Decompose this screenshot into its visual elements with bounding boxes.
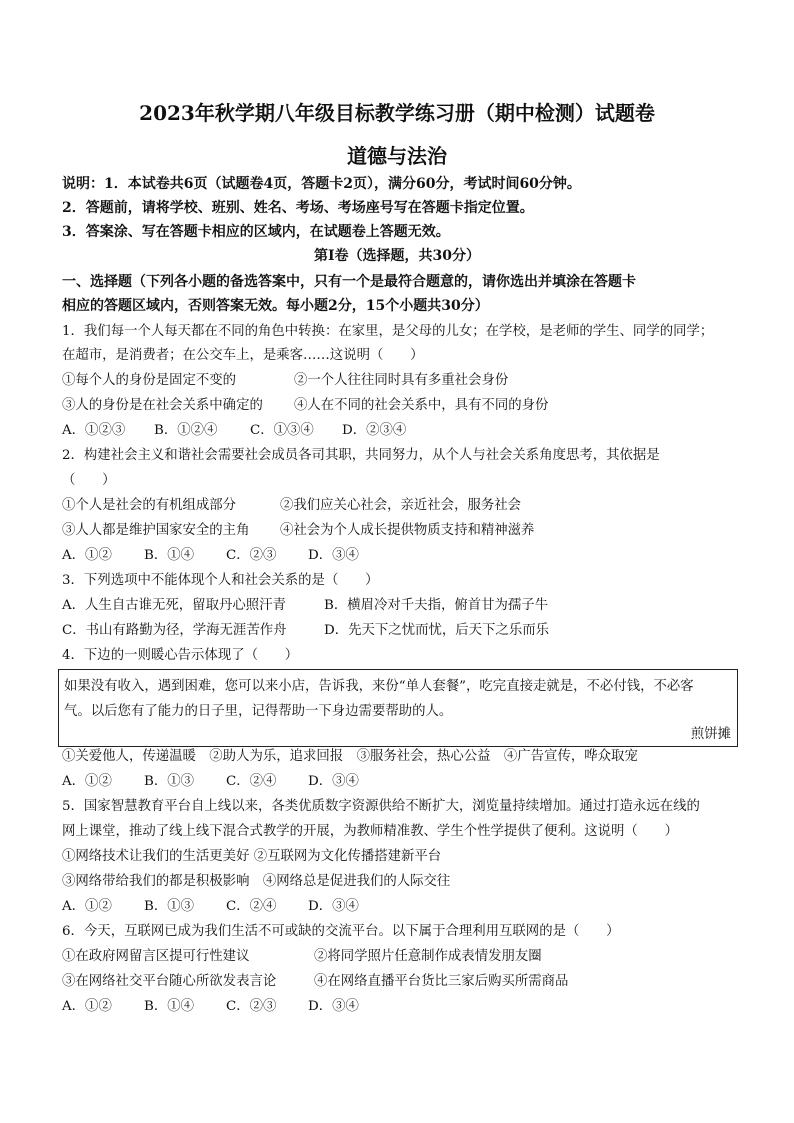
question-stem: 3．下列选项中不能体现个人和社会关系的是（ ） [62, 573, 379, 588]
statement: ③在网络社交平台随心所欲发表言论 [62, 974, 277, 989]
statement-row [62, 521, 742, 541]
statement-row [62, 396, 742, 416]
question-stem: 在超市，是消费者；在公交车上，是乘客……这说明（ ） [62, 348, 424, 363]
choice-c[interactable]: C．①③④ [250, 423, 314, 438]
instruction-line: 3．答案涂、写在答题卡相应的区域内，在试题卷上答题无效。 [62, 224, 450, 240]
question-stem: 2．构建社会主义和谐社会需要社会成员各司其职，共同努力，从个人与社会关系角度思考，其依据是 [62, 448, 660, 463]
choice-c[interactable]: C．②③ [226, 548, 277, 563]
statement-row [62, 496, 742, 516]
choice-d[interactable]: D．③④ [308, 999, 359, 1014]
choice-row [62, 596, 742, 616]
section-title: 一、选择题（下列各小题的备选答案中，只有一个是最符合题意的，请你选出并填涂在答题卡 [62, 274, 636, 290]
statement: ②我们应关心社会，亲近社会，服务社会 [280, 498, 522, 513]
section-title: 相应的答题区域内，否则答案无效。每小题2分，15个小题共30分） [62, 298, 489, 314]
question-stem: 1．我们每一个人每天都在不同的角色中转换：在家里，是父母的儿女；在学校，是老师的学生、同学的同学； [62, 324, 714, 339]
notice-line: 如果没有收入，遇到困难，您可以来小店，告诉我，来份“单人套餐”，吃完直接走就是，不必付钱，不必客 [64, 679, 694, 694]
choice-d[interactable]: D．③④ [308, 774, 359, 789]
instruction-line: 说明：1．本试卷共6页（试题卷4页，答题卡2页），满分60分，考试时间60分钟。 [62, 176, 581, 192]
exam-title: 2023年秋学期八年级目标教学练习册（期中检测）试题卷 [139, 101, 655, 125]
statement: ④社会为个人成长提供物质支持和精神滋养 [280, 523, 535, 538]
choice-row [62, 997, 742, 1017]
statement-row [62, 947, 742, 967]
choice-c[interactable]: C．书山有路勤为径，学海无涯苦作舟 [62, 623, 287, 638]
statement: ③人的身份是在社会关系中确定的 [62, 398, 263, 413]
choice-row [62, 546, 742, 566]
question-stem: 网上课堂，推动了线上线下混合式教学的开展，为教师精准教、学生个性学提供了便利。这说明（ ） [62, 824, 678, 839]
statement-row: ①网络技术让我们的生活更美好 ②互联网为文化传播搭建新平台 [62, 849, 442, 864]
choice-d[interactable]: D．先天下之忧而忧，后天下之乐而乐 [324, 623, 549, 638]
choice-row [62, 621, 742, 641]
choice-d[interactable]: D．③④ [308, 548, 359, 563]
statement: ③人人都是维护国家安全的主角 [62, 523, 250, 538]
choice-row [62, 772, 742, 792]
choice-a[interactable]: A．①② [62, 899, 112, 914]
statement: ①在政府网留言区提可行性建议 [62, 949, 250, 964]
choice-b[interactable]: B．横眉冷对千夫指，俯首甘为孺子牛 [324, 598, 549, 613]
instruction-line: 2．答题前，请将学校、班别、姓名、考场、考场座号写在答题卡指定位置。 [62, 200, 534, 216]
choice-b[interactable]: B．①③ [144, 899, 195, 914]
question-stem: 4．下边的一则暖心告示体现了（ ） [62, 648, 299, 663]
choice-b[interactable]: B．①②④ [154, 423, 218, 438]
question-stem: 5．国家智慧教育平台自上线以来，各类优质数字资源供给不断扩大，浏览量持续增加。通过打造永远在线的 [62, 799, 700, 814]
choice-d[interactable]: D．②③④ [342, 423, 407, 438]
choice-b[interactable]: B．①④ [144, 548, 195, 563]
choice-c[interactable]: C．②④ [226, 774, 277, 789]
notice-text [64, 674, 732, 724]
statement: ②将同学照片任意制作成表情发朋友圈 [314, 949, 542, 964]
choice-a[interactable]: A．①② [62, 999, 112, 1014]
subject-title: 道德与法治 [347, 144, 447, 168]
choice-c[interactable]: C．②④ [226, 899, 277, 914]
statement-row: ①关爱他人，传递温暖 ②助人为乐，追求回报 ③服务社会，热心公益 ④广告宣传，哗众取宠 [62, 749, 638, 764]
choice-d[interactable]: D．③④ [308, 899, 359, 914]
choice-c[interactable]: C．②③ [226, 999, 277, 1014]
notice-signature: 煎饼摊 [690, 727, 731, 742]
statement: ①每个人的身份是固定不变的 [62, 373, 237, 388]
question-stem: （ ） [62, 473, 116, 488]
statement: ①个人是社会的有机组成部分 [62, 498, 237, 513]
choice-row [62, 421, 742, 441]
notice-box [58, 669, 738, 747]
choice-b[interactable]: B．①④ [144, 999, 195, 1014]
notice-line: 气。以后您有了能力的日子里，记得帮助一下身边需要帮助的人。 [64, 704, 453, 719]
statement: ④在网络直播平台货比三家后购买所需商品 [314, 974, 569, 989]
choice-a[interactable]: A．①②③ [62, 423, 126, 438]
statement: ②一个人往往同时具有多重社会身份 [294, 373, 509, 388]
choice-a[interactable]: A．①② [62, 548, 112, 563]
statement-row [62, 972, 742, 992]
question-stem: 6．今天，互联网已成为我们生活不可或缺的交流平台。以下属于合理利用互联网的是（ ） [62, 924, 620, 939]
statement-row [62, 371, 742, 391]
choice-row [62, 897, 742, 917]
part-title: 第Ⅰ卷（选择题，共30分） [313, 248, 481, 264]
statement-row: ③网络带给我们的都是积极影响 ④网络总是促进我们的人际交往 [62, 874, 451, 889]
statement: ④人在不同的社会关系中，具有不同的身份 [294, 398, 549, 413]
choice-a[interactable]: A．①② [62, 774, 112, 789]
choice-a[interactable]: A．人生自古谁无死，留取丹心照汗青 [62, 598, 286, 613]
choice-b[interactable]: B．①③ [144, 774, 195, 789]
